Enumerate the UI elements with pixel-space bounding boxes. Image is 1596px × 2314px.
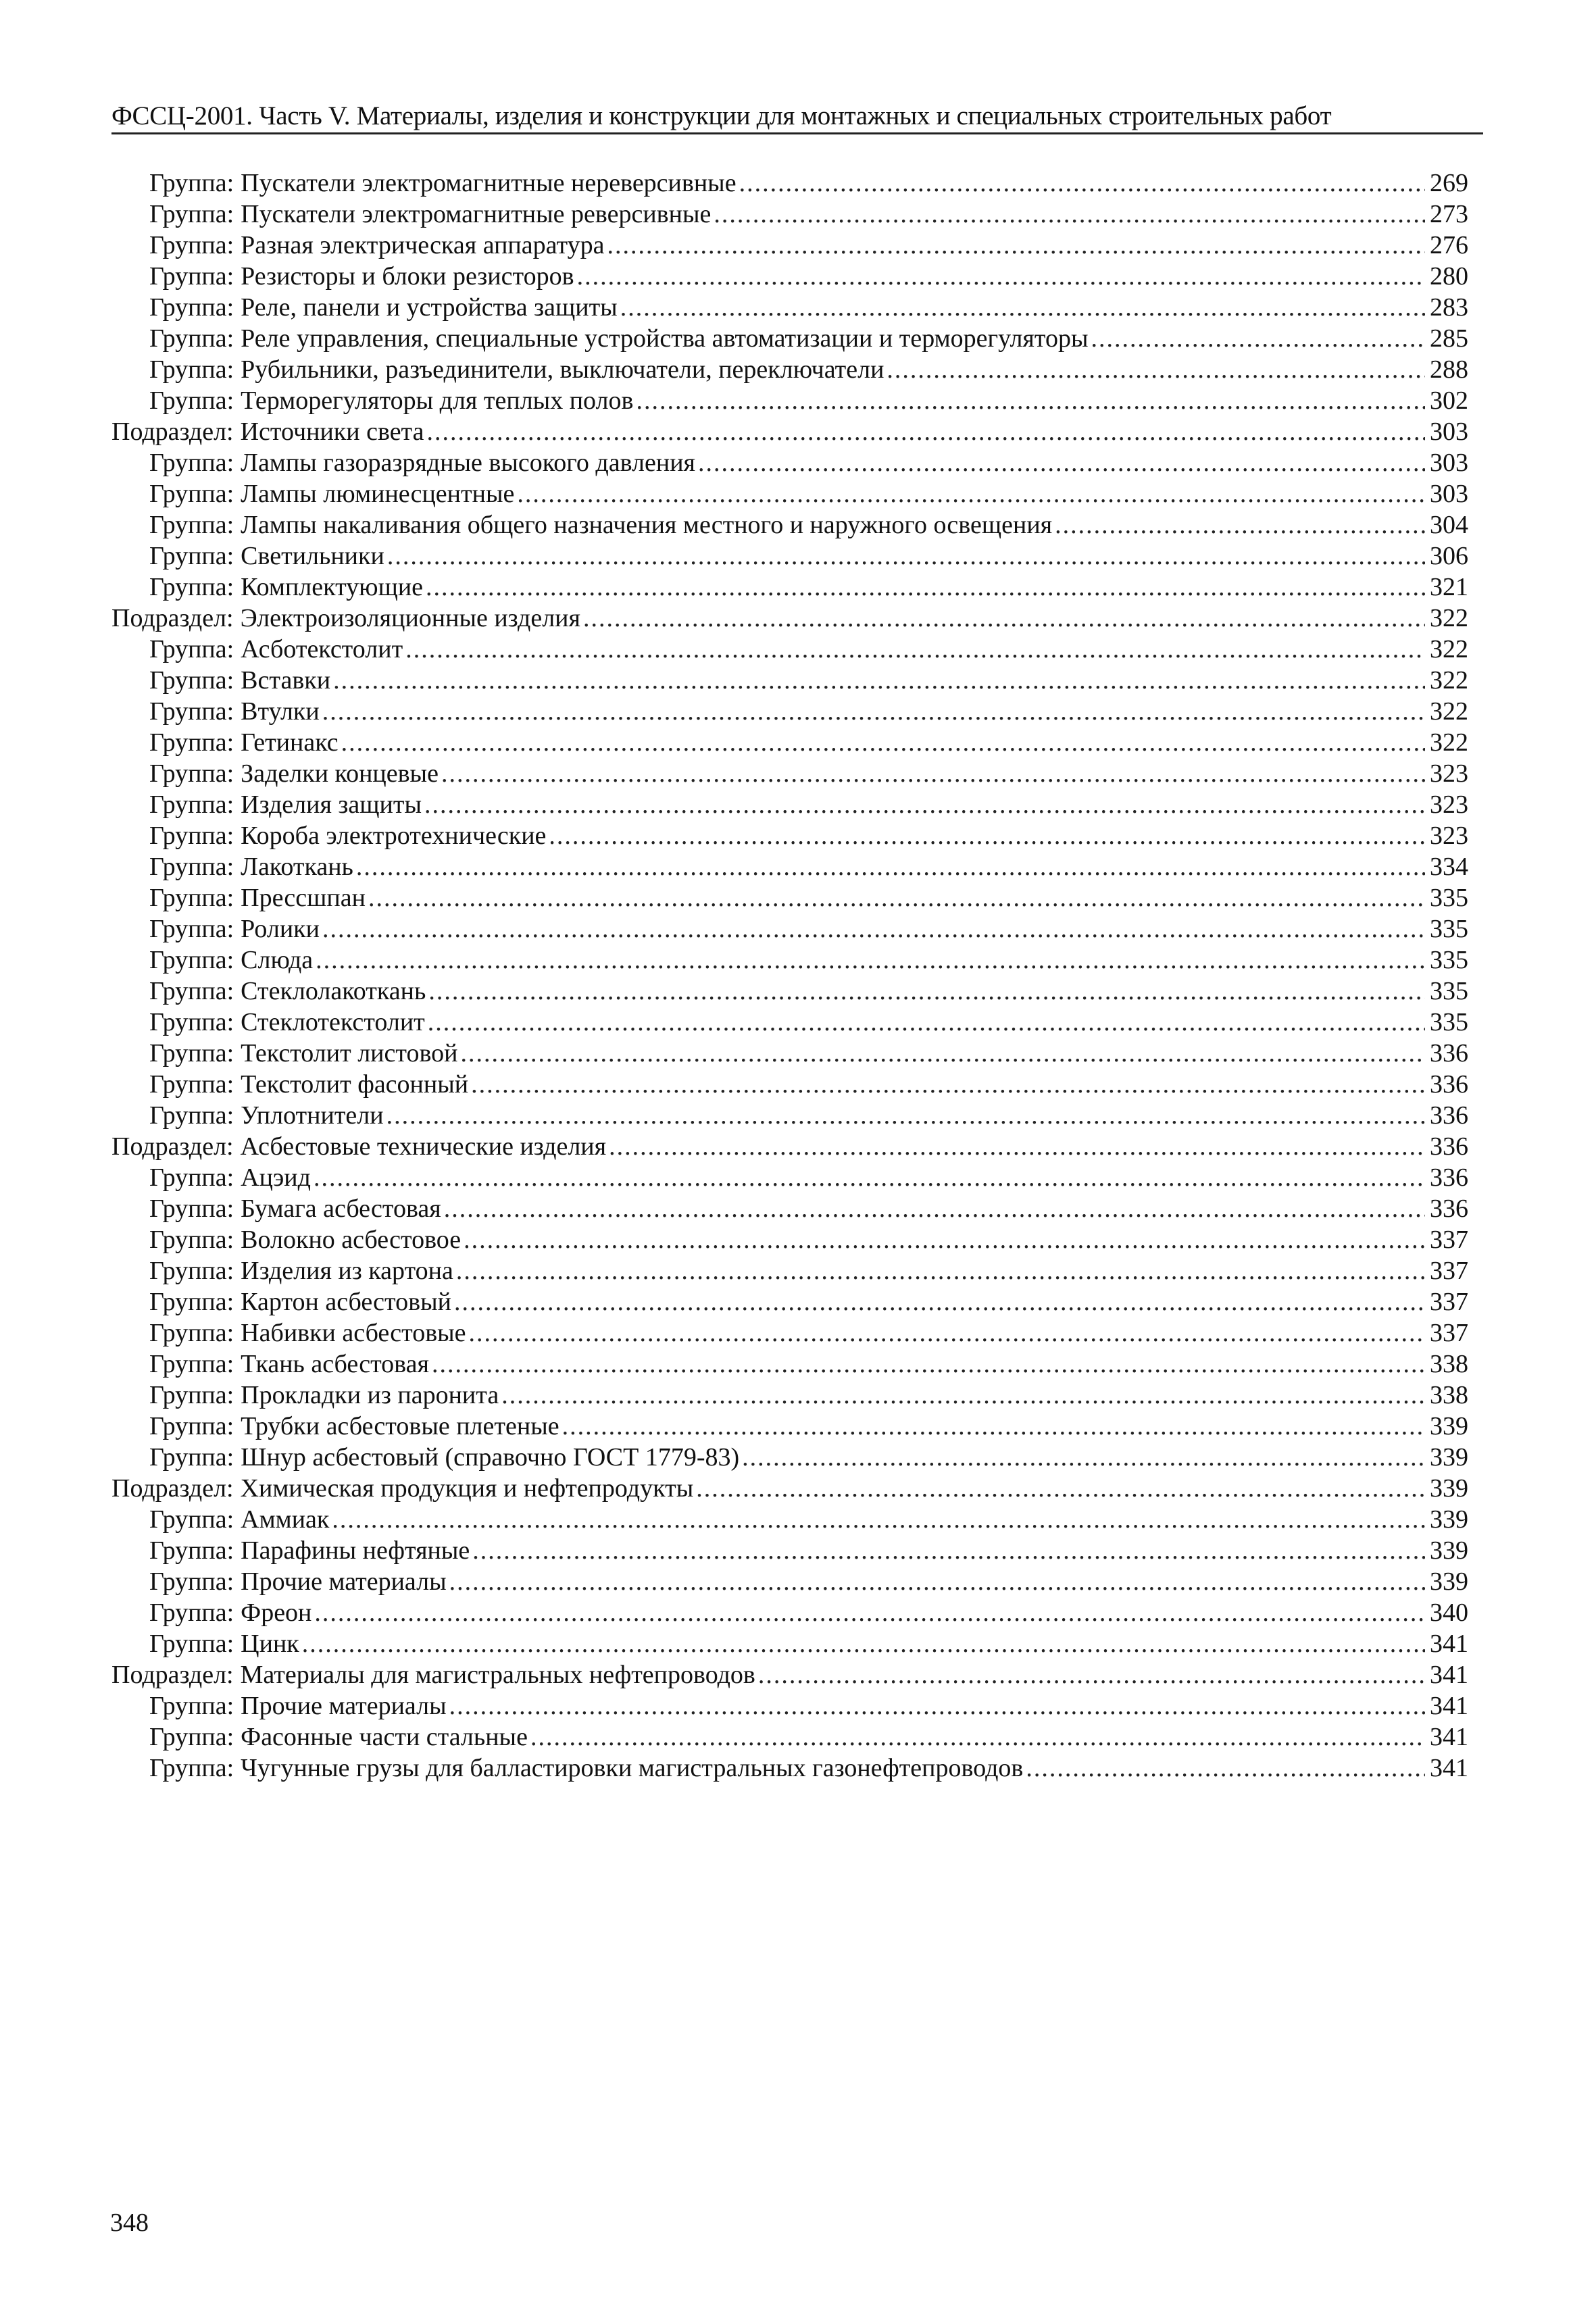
- entry-label: Группа:: [149, 790, 234, 819]
- page-number: 348: [110, 2209, 149, 2237]
- entry-label: Группа:: [149, 1412, 234, 1440]
- entry-title: Текстолит фасонный: [241, 1070, 469, 1099]
- dot-leader: [469, 1317, 1425, 1349]
- entry-label: Группа:: [149, 169, 234, 197]
- dot-leader: [427, 416, 1426, 447]
- toc-group-entry: [111, 168, 1468, 199]
- toc-group-entry: [111, 1628, 1468, 1659]
- entry-page-number: 339: [1430, 1412, 1468, 1440]
- entry-label: Группа:: [149, 1723, 234, 1751]
- dot-leader: [636, 385, 1425, 416]
- entry-title: Фасонные части стальные: [241, 1723, 528, 1751]
- toc-group-entry: [111, 851, 1468, 882]
- entry-title: Реле, панели и устройства защиты: [241, 293, 618, 322]
- toc-group-entry: [111, 354, 1468, 385]
- entry-title: Асботекстолит: [241, 635, 403, 663]
- entry-page-number: 322: [1430, 697, 1468, 726]
- entry-title: Изделия из картона: [241, 1257, 453, 1285]
- entry-page-number: 303: [1430, 418, 1468, 446]
- dot-leader: [1055, 509, 1425, 540]
- dot-leader: [620, 292, 1425, 323]
- entry-label: Группа:: [149, 573, 234, 601]
- dot-leader: [386, 1100, 1425, 1131]
- entry-label: Группа:: [149, 822, 234, 850]
- entry-title: Резисторы и блоки резисторов: [241, 262, 574, 291]
- toc-group-entry: [111, 540, 1468, 572]
- dot-leader: [609, 1131, 1425, 1162]
- entry-title: Слюда: [241, 946, 314, 974]
- toc-group-entry: [111, 1504, 1468, 1535]
- entry-label: Группа:: [149, 200, 234, 228]
- entry-label: Группа:: [149, 1630, 234, 1658]
- entry-page-number: 322: [1430, 728, 1468, 757]
- toc-group-entry: [111, 789, 1468, 820]
- toc-group-entry: [111, 634, 1468, 665]
- toc-group-entry: [111, 1566, 1468, 1597]
- toc-group-entry: [111, 199, 1468, 230]
- entry-page-number: 335: [1430, 946, 1468, 974]
- table-of-contents: [111, 168, 1468, 1784]
- toc-group-entry: [111, 1597, 1468, 1628]
- dot-leader: [387, 540, 1425, 572]
- toc-group-entry: [111, 572, 1468, 603]
- dot-leader: [1091, 323, 1425, 354]
- dot-leader: [714, 199, 1425, 230]
- dot-leader: [333, 665, 1425, 696]
- entry-label: Группа:: [149, 262, 234, 291]
- dot-leader: [460, 1038, 1425, 1069]
- entry-title: Чугунные грузы для балластировки магистральных газонефтепроводов: [241, 1754, 1024, 1782]
- entry-label: Группа:: [149, 511, 234, 539]
- entry-label: Группа:: [149, 697, 234, 726]
- toc-group-entry: [111, 447, 1468, 478]
- entry-label: Группа:: [149, 728, 234, 757]
- dot-leader: [577, 261, 1425, 292]
- entry-page-number: 322: [1430, 604, 1468, 632]
- entry-label: Группа:: [149, 1070, 234, 1099]
- dot-leader: [607, 230, 1425, 261]
- entry-label: Группа:: [149, 759, 234, 788]
- dot-leader: [316, 945, 1425, 976]
- entry-label: Группа:: [149, 1599, 234, 1627]
- entry-title: Текстолит листовой: [241, 1039, 458, 1067]
- entry-title: Материалы для магистральных нефтепроводов: [240, 1661, 755, 1689]
- entry-title: Фреон: [241, 1599, 312, 1627]
- entry-label: Группа:: [149, 1505, 234, 1534]
- entry-label: Подраздел:: [111, 1474, 234, 1503]
- toc-group-entry: [111, 509, 1468, 540]
- entry-title: Лакоткань: [241, 853, 353, 881]
- entry-page-number: 283: [1430, 293, 1468, 322]
- entry-page-number: 341: [1430, 1630, 1468, 1658]
- entry-label: Группа:: [149, 1163, 234, 1192]
- entry-page-number: 339: [1430, 1536, 1468, 1565]
- dot-leader: [341, 727, 1425, 758]
- dot-leader: [1026, 1753, 1425, 1784]
- entry-title: Рубильники, разъединители, выключатели, переключатели: [241, 355, 884, 384]
- entry-label: Группа:: [149, 1350, 234, 1378]
- entry-title: Терморегуляторы для теплых полов: [241, 386, 634, 415]
- entry-page-number: 273: [1430, 200, 1468, 228]
- dot-leader: [472, 1535, 1425, 1566]
- entry-title: Ацэид: [241, 1163, 311, 1192]
- dot-leader: [428, 976, 1425, 1007]
- entry-page-number: 323: [1430, 759, 1468, 788]
- entry-label: Группа:: [149, 1226, 234, 1254]
- entry-title: Картон асбестовый: [241, 1288, 451, 1316]
- entry-label: Группа:: [149, 386, 234, 415]
- entry-page-number: 288: [1430, 355, 1468, 384]
- entry-title: Лампы накаливания общего назначения местного и наружного освещения: [241, 511, 1053, 539]
- entry-page-number: 322: [1430, 666, 1468, 695]
- dot-leader: [302, 1628, 1425, 1659]
- entry-page-number: 339: [1430, 1474, 1468, 1503]
- toc-group-entry: [111, 1255, 1468, 1286]
- dot-leader: [464, 1224, 1425, 1255]
- entry-label: Группа:: [149, 324, 234, 353]
- entry-page-number: 302: [1430, 386, 1468, 415]
- dot-leader: [530, 1721, 1425, 1753]
- entry-title: Стеклолакоткань: [241, 977, 426, 1005]
- entry-page-number: 323: [1430, 822, 1468, 850]
- entry-label: Группа:: [149, 915, 234, 943]
- entry-page-number: 303: [1430, 480, 1468, 508]
- toc-subsection-entry: [111, 1659, 1468, 1690]
- entry-title: Набивки асбестовые: [241, 1319, 466, 1347]
- dot-leader: [426, 572, 1425, 603]
- toc-group-entry: [111, 1069, 1468, 1100]
- toc-group-entry: [111, 1317, 1468, 1349]
- entry-label: Подраздел:: [111, 604, 234, 632]
- entry-title: Короба электротехнические: [241, 822, 547, 850]
- dot-leader: [549, 820, 1425, 851]
- dot-leader: [501, 1380, 1425, 1411]
- entry-page-number: 304: [1430, 511, 1468, 539]
- entry-page-number: 337: [1430, 1288, 1468, 1316]
- toc-group-entry: [111, 1411, 1468, 1442]
- entry-page-number: 337: [1430, 1257, 1468, 1285]
- dot-leader: [424, 789, 1425, 820]
- toc-group-entry: [111, 1721, 1468, 1753]
- dot-leader: [314, 1597, 1425, 1628]
- entry-title: Прессшпан: [241, 884, 366, 912]
- dot-leader: [405, 634, 1425, 665]
- toc-subsection-entry: [111, 1131, 1468, 1162]
- entry-label: Подраздел:: [111, 1132, 234, 1161]
- entry-title: Ролики: [241, 915, 320, 943]
- toc-group-entry: [111, 696, 1468, 727]
- entry-page-number: 335: [1430, 884, 1468, 912]
- entry-title: Лампы газоразрядные высокого давления: [241, 449, 696, 477]
- entry-page-number: 336: [1430, 1039, 1468, 1067]
- entry-page-number: 269: [1430, 169, 1468, 197]
- entry-page-number: 336: [1430, 1163, 1468, 1192]
- entry-label: Группа:: [149, 635, 234, 663]
- entry-page-number: 340: [1430, 1599, 1468, 1627]
- entry-label: Группа:: [149, 293, 234, 322]
- entry-page-number: 336: [1430, 1101, 1468, 1130]
- toc-group-entry: [111, 820, 1468, 851]
- dot-leader: [471, 1069, 1425, 1100]
- dot-leader: [583, 603, 1425, 634]
- dot-leader: [742, 1442, 1425, 1473]
- toc-group-entry: [111, 1690, 1468, 1721]
- entry-page-number: 338: [1430, 1381, 1468, 1409]
- toc-group-entry: [111, 1535, 1468, 1566]
- entry-page-number: 338: [1430, 1350, 1468, 1378]
- toc-group-entry: [111, 1286, 1468, 1317]
- dot-leader: [368, 882, 1425, 913]
- toc-group-entry: [111, 292, 1468, 323]
- dot-leader: [449, 1566, 1425, 1597]
- toc-group-entry: [111, 323, 1468, 354]
- toc-group-entry: [111, 261, 1468, 292]
- toc-group-entry: [111, 1193, 1468, 1224]
- entry-page-number: 276: [1430, 231, 1468, 259]
- entry-label: Группа:: [149, 884, 234, 912]
- entry-title: Светильники: [241, 542, 384, 570]
- toc-group-entry: [111, 976, 1468, 1007]
- toc-subsection-entry: [111, 603, 1468, 634]
- entry-page-number: 335: [1430, 977, 1468, 1005]
- toc-subsection-entry: [111, 1473, 1468, 1504]
- entry-page-number: 339: [1430, 1505, 1468, 1534]
- dot-leader: [562, 1411, 1425, 1442]
- dot-leader: [517, 478, 1425, 509]
- entry-label: Группа:: [149, 946, 234, 974]
- toc-group-entry: [111, 230, 1468, 261]
- entry-title: Пускатели электромагнитные нереверсивные: [241, 169, 737, 197]
- entry-label: Группа:: [149, 542, 234, 570]
- entry-label: Группа:: [149, 1443, 234, 1472]
- entry-title: Уплотнители: [241, 1101, 384, 1130]
- dot-leader: [314, 1162, 1425, 1193]
- entry-page-number: 323: [1430, 790, 1468, 819]
- entry-title: Вставки: [241, 666, 331, 695]
- dot-leader: [739, 168, 1425, 199]
- entry-title: Химическая продукция и нефтепродукты: [240, 1474, 694, 1503]
- dot-leader: [456, 1255, 1425, 1286]
- entry-label: Группа:: [149, 1008, 234, 1036]
- dot-leader: [322, 696, 1425, 727]
- toc-subsection-entry: [111, 416, 1468, 447]
- entry-page-number: 303: [1430, 449, 1468, 477]
- entry-label: Группа:: [149, 480, 234, 508]
- entry-page-number: 339: [1430, 1443, 1468, 1472]
- entry-title: Стеклотекстолит: [241, 1008, 425, 1036]
- entry-label: Группа:: [149, 977, 234, 1005]
- running-header: [111, 100, 1483, 134]
- dot-leader: [332, 1504, 1425, 1535]
- entry-page-number: 322: [1430, 635, 1468, 663]
- entry-label: Группа:: [149, 231, 234, 259]
- entry-title: Шнур асбестовый (справочно ГОСТ 1779-83): [241, 1443, 740, 1472]
- entry-title: Прокладки из паронита: [241, 1381, 499, 1409]
- entry-title: Лампы люминесцентные: [241, 480, 515, 508]
- entry-title: Изделия защиты: [241, 790, 422, 819]
- dot-leader: [441, 758, 1425, 789]
- entry-label: Группа:: [149, 1194, 234, 1223]
- entry-title: Цинк: [241, 1630, 299, 1658]
- entry-title: Заделки концевые: [241, 759, 439, 788]
- toc-group-entry: [111, 913, 1468, 945]
- entry-page-number: 341: [1430, 1692, 1468, 1720]
- dot-leader: [449, 1690, 1425, 1721]
- entry-page-number: 341: [1430, 1661, 1468, 1689]
- entry-page-number: 337: [1430, 1319, 1468, 1347]
- entry-label: Подраздел:: [111, 418, 234, 446]
- toc-group-entry: [111, 727, 1468, 758]
- entry-page-number: 337: [1430, 1226, 1468, 1254]
- entry-title: Пускатели электромагнитные реверсивные: [241, 200, 712, 228]
- toc-group-entry: [111, 1442, 1468, 1473]
- dot-leader: [698, 447, 1425, 478]
- toc-group-entry: [111, 1162, 1468, 1193]
- entry-label: Группа:: [149, 666, 234, 695]
- entry-page-number: 334: [1430, 853, 1468, 881]
- toc-group-entry: [111, 1038, 1468, 1069]
- dot-leader: [454, 1286, 1425, 1317]
- dot-leader: [432, 1349, 1425, 1380]
- entry-page-number: 339: [1430, 1567, 1468, 1596]
- entry-title: Комплектующие: [241, 573, 424, 601]
- entry-label: Группа:: [149, 1692, 234, 1720]
- toc-group-entry: [111, 882, 1468, 913]
- entry-label: Группа:: [149, 1319, 234, 1347]
- toc-group-entry: [111, 945, 1468, 976]
- entry-page-number: 280: [1430, 262, 1468, 291]
- dot-leader: [696, 1473, 1425, 1504]
- toc-group-entry: [111, 758, 1468, 789]
- entry-page-number: 285: [1430, 324, 1468, 353]
- dot-leader: [887, 354, 1425, 385]
- dot-leader: [758, 1659, 1425, 1690]
- entry-title: Асбестовые технические изделия: [240, 1132, 607, 1161]
- entry-title: Реле управления, специальные устройства автоматизации и терморегуляторы: [241, 324, 1089, 353]
- entry-label: Группа:: [149, 1288, 234, 1316]
- toc-group-entry: [111, 1007, 1468, 1038]
- entry-label: Подраздел:: [111, 1661, 234, 1689]
- entry-label: Группа:: [149, 355, 234, 384]
- toc-group-entry: [111, 1753, 1468, 1784]
- entry-label: Группа:: [149, 1101, 234, 1130]
- dot-leader: [322, 913, 1425, 945]
- entry-label: Группа:: [149, 1567, 234, 1596]
- entry-page-number: 335: [1430, 1008, 1468, 1036]
- entry-label: Группа:: [149, 1536, 234, 1565]
- entry-title: Прочие материалы: [241, 1692, 447, 1720]
- toc-group-entry: [111, 1100, 1468, 1131]
- entry-page-number: 341: [1430, 1754, 1468, 1782]
- entry-title: Прочие материалы: [241, 1567, 447, 1596]
- entry-page-number: 336: [1430, 1070, 1468, 1099]
- toc-group-entry: [111, 385, 1468, 416]
- entry-title: Источники света: [240, 418, 424, 446]
- entry-page-number: 321: [1430, 573, 1468, 601]
- entry-label: Группа:: [149, 1381, 234, 1409]
- toc-group-entry: [111, 1380, 1468, 1411]
- entry-title: Гетинакс: [241, 728, 339, 757]
- entry-label: Группа:: [149, 1754, 234, 1782]
- entry-title: Аммиак: [241, 1505, 330, 1534]
- dot-leader: [428, 1007, 1425, 1038]
- toc-group-entry: [111, 478, 1468, 509]
- entry-page-number: 336: [1430, 1132, 1468, 1161]
- header-title: ФССЦ-2001. Часть V. Материалы, изделия и конструкции для монтажных и специальных строительных работ: [111, 101, 1332, 130]
- dot-leader: [356, 851, 1425, 882]
- entry-page-number: 306: [1430, 542, 1468, 570]
- entry-label: Группа:: [149, 1257, 234, 1285]
- dot-leader: [444, 1193, 1425, 1224]
- entry-page-number: 336: [1430, 1194, 1468, 1223]
- entry-label: Группа:: [149, 853, 234, 881]
- entry-page-number: 341: [1430, 1723, 1468, 1751]
- entry-label: Группа:: [149, 1039, 234, 1067]
- entry-title: Электроизоляционные изделия: [240, 604, 580, 632]
- entry-label: Группа:: [149, 449, 234, 477]
- entry-title: Втулки: [241, 697, 320, 726]
- entry-title: Ткань асбестовая: [241, 1350, 429, 1378]
- entry-title: Трубки асбестовые плетеные: [241, 1412, 559, 1440]
- toc-group-entry: [111, 1349, 1468, 1380]
- entry-title: Бумага асбестовая: [241, 1194, 441, 1223]
- toc-group-entry: [111, 665, 1468, 696]
- entry-page-number: 335: [1430, 915, 1468, 943]
- entry-title: Парафины нефтяные: [241, 1536, 470, 1565]
- entry-title: Разная электрическая аппаратура: [241, 231, 605, 259]
- toc-group-entry: [111, 1224, 1468, 1255]
- entry-title: Волокно асбестовое: [241, 1226, 462, 1254]
